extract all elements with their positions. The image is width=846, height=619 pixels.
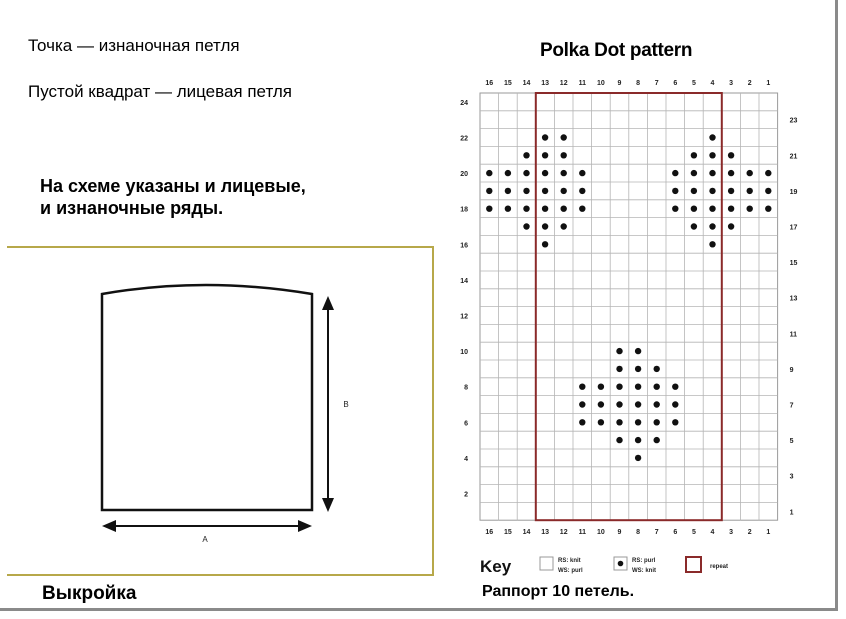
row-label-left: 22 [460, 135, 468, 143]
purl-dot [598, 419, 604, 425]
purl-dot [598, 401, 604, 407]
purl-dot [747, 170, 753, 176]
purl-dot [616, 384, 622, 390]
legend-dot-text: Точка — изнаночная петля [28, 36, 240, 55]
column-label-top: 11 [578, 80, 587, 87]
purl-dot [654, 366, 660, 372]
purl-dot [691, 152, 697, 158]
purl-dot [542, 170, 548, 176]
column-label-bottom: 9 [617, 529, 622, 537]
row-label-left: 20 [460, 171, 468, 179]
column-label-top: 10 [597, 80, 605, 87]
column-label-bottom: 5 [691, 529, 696, 537]
purl-dot [709, 206, 715, 212]
purl-dot [486, 188, 492, 194]
purl-dot [616, 348, 622, 354]
purl-dot [654, 384, 660, 390]
purl-dot [616, 366, 622, 372]
column-label-bottom: 15 [504, 529, 512, 537]
purl-dot [635, 366, 641, 372]
column-label-bottom: 16 [485, 529, 494, 537]
key-title: Key [480, 557, 512, 576]
column-label-bottom: 1 [766, 529, 771, 537]
purl-dot [654, 437, 660, 443]
purl-dot [542, 241, 548, 247]
column-label-top: 12 [559, 80, 568, 87]
column-label-bottom: 14 [522, 529, 531, 537]
column-label-top: 4 [710, 80, 715, 87]
row-label-left: 18 [460, 206, 468, 214]
dimension-b-arrow-bottom [322, 498, 334, 512]
purl-dot [709, 241, 715, 247]
row-label-right: 7 [789, 402, 794, 410]
purl-dot [523, 170, 529, 176]
column-label-bottom: 12 [559, 529, 568, 537]
column-label-top: 8 [636, 80, 641, 87]
purl-dot [709, 223, 715, 229]
column-label-top: 16 [485, 80, 494, 87]
row-label-right: 11 [789, 331, 798, 339]
key-knit-rs: RS: knit [558, 558, 581, 564]
key-repeat: repeat [710, 564, 729, 570]
column-label-top: 3 [729, 80, 734, 87]
dimension-a-arrow-left [102, 520, 116, 532]
purl-dot [579, 188, 585, 194]
purl-dot [616, 419, 622, 425]
pattern-piece [102, 285, 349, 544]
pattern-caption: Выкройка [42, 583, 137, 604]
chart-title: Polka Dot pattern [540, 40, 693, 61]
column-label-bottom: 10 [597, 529, 605, 537]
purl-dot [542, 206, 548, 212]
purl-dot [672, 206, 678, 212]
purl-dot [579, 401, 585, 407]
dimension-b-label: B [343, 400, 349, 409]
row-label-left: 12 [460, 313, 468, 321]
legend-empty-text: Пустой квадрат — лицевая петля [28, 82, 292, 101]
purl-dot [561, 170, 567, 176]
column-label-bottom: 2 [747, 529, 752, 537]
key-repeat-swatch [686, 557, 701, 572]
column-label-bottom: 13 [541, 529, 549, 537]
purl-dot [635, 455, 641, 461]
polka-dot-chart [460, 80, 797, 536]
column-label-bottom: 4 [710, 529, 715, 537]
column-label-bottom: 6 [673, 529, 678, 537]
purl-dot [709, 188, 715, 194]
row-label-right: 5 [789, 438, 794, 446]
row-label-left: 8 [464, 384, 468, 392]
purl-dot [728, 188, 734, 194]
purl-dot [561, 188, 567, 194]
row-label-right: 1 [789, 509, 794, 517]
purl-dot [728, 206, 734, 212]
row-label-right: 9 [789, 366, 794, 374]
row-label-left: 24 [460, 99, 468, 107]
purl-dot [728, 152, 734, 158]
purl-dot [672, 384, 678, 390]
purl-dot [691, 188, 697, 194]
purl-dot [616, 401, 622, 407]
purl-dot [654, 401, 660, 407]
purl-dot [579, 170, 585, 176]
row-label-left: 16 [460, 242, 468, 250]
purl-dot [654, 419, 660, 425]
key-knit-ws: WS: purl [558, 568, 583, 574]
purl-dot [523, 188, 529, 194]
purl-dot [542, 134, 548, 140]
purl-dot [747, 188, 753, 194]
purl-dot [505, 170, 511, 176]
chart-note-line-1: На схеме указаны и лицевые, [40, 176, 306, 196]
column-label-top: 7 [654, 80, 659, 87]
key-purl-rs: RS: purl [632, 558, 656, 564]
purl-dot [672, 170, 678, 176]
purl-dot [691, 223, 697, 229]
dimension-b-arrow-top [322, 296, 334, 310]
purl-dot [561, 223, 567, 229]
purl-dot [579, 419, 585, 425]
column-label-top: 6 [673, 80, 678, 87]
row-label-left: 2 [464, 491, 468, 499]
purl-dot [523, 206, 529, 212]
key-knit-swatch [540, 557, 553, 570]
column-label-bottom: 11 [578, 529, 587, 537]
purl-dot [691, 170, 697, 176]
column-label-top: 13 [541, 80, 549, 87]
row-label-right: 21 [789, 153, 798, 161]
purl-dot [579, 206, 585, 212]
column-label-top: 5 [691, 80, 696, 87]
purl-dot [505, 206, 511, 212]
purl-dot [709, 134, 715, 140]
purl-dot [579, 384, 585, 390]
column-label-top: 1 [766, 80, 771, 87]
purl-dot [505, 188, 511, 194]
purl-dot [765, 206, 771, 212]
purl-dot [635, 384, 641, 390]
row-label-right: 23 [789, 117, 798, 125]
purl-dot [709, 152, 715, 158]
purl-dot [486, 206, 492, 212]
row-label-left: 10 [460, 349, 468, 357]
chart-key [480, 557, 728, 576]
purl-dot [635, 419, 641, 425]
purl-dot [709, 170, 715, 176]
purl-dot [765, 188, 771, 194]
row-label-right: 15 [789, 260, 798, 268]
purl-dot [635, 348, 641, 354]
column-label-bottom: 7 [654, 529, 659, 537]
dimension-a-label: A [202, 535, 208, 544]
purl-dot [598, 384, 604, 390]
column-label-bottom: 3 [729, 529, 734, 537]
purl-dot [672, 419, 678, 425]
purl-dot [635, 401, 641, 407]
repeat-caption: Раппорт 10 петель. [482, 583, 635, 600]
column-label-top: 14 [522, 80, 531, 87]
purl-dot [486, 170, 492, 176]
purl-dot [542, 223, 548, 229]
row-label-right: 13 [789, 295, 798, 303]
purl-dot [561, 152, 567, 158]
purl-dot [616, 437, 622, 443]
row-label-left: 4 [464, 455, 468, 463]
purl-dot [542, 152, 548, 158]
column-label-top: 15 [504, 80, 512, 87]
purl-dot [635, 437, 641, 443]
purl-dot [765, 170, 771, 176]
purl-dot [747, 206, 753, 212]
purl-dot [523, 152, 529, 158]
purl-dot [691, 206, 697, 212]
column-label-bottom: 8 [636, 529, 641, 537]
row-label-right: 19 [789, 188, 798, 196]
purl-dot [523, 223, 529, 229]
column-label-top: 2 [747, 80, 752, 87]
purl-dot [728, 223, 734, 229]
dimension-a-arrow-right [298, 520, 312, 532]
row-label-right: 17 [789, 224, 798, 232]
purl-dot [672, 401, 678, 407]
purl-dot [561, 134, 567, 140]
row-label-right: 3 [789, 473, 794, 481]
purl-dot [672, 188, 678, 194]
pattern-piece-outline [102, 285, 312, 510]
purl-dot [542, 188, 548, 194]
purl-dot [561, 206, 567, 212]
column-label-top: 9 [617, 80, 622, 87]
row-label-left: 14 [460, 277, 468, 285]
row-label-left: 6 [464, 420, 468, 428]
key-purl-dot [618, 561, 624, 567]
purl-dot [728, 170, 734, 176]
chart-note-line-2: и изнаночные ряды. [40, 198, 224, 218]
key-purl-ws: WS: knit [632, 568, 656, 574]
